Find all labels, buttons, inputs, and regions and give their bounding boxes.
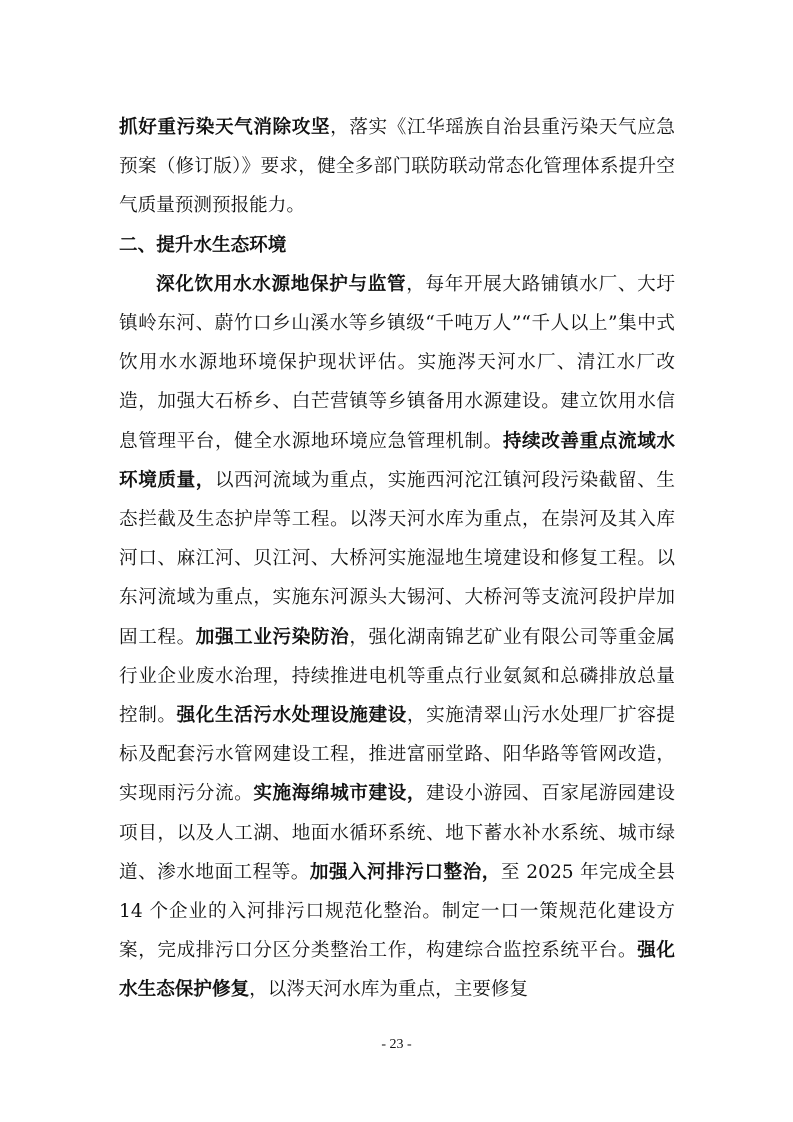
paragraph-text: ，强化湖南锦艺矿业有限公司等重金属行业企业废水治理，持续推进电机等重点行业氨氮和总磷排放总量控制。	[119, 626, 675, 727]
paragraph-text: ，以涔天河水库为重点，主要修复	[249, 979, 529, 1001]
paragraph-water-environment	[119, 265, 675, 1010]
bold-phrase: 强化水生态保护修复	[119, 940, 675, 1001]
bold-phrase: 强化生活污水处理设施建设	[176, 705, 407, 727]
paragraph-text: 至 2025 年完成全县 14 个企业的入河排污口规范化整治。制定一口一策规范化建设方案，完成排污口分区分类整治工作，构建综合监控系统平台。	[119, 861, 675, 962]
section-heading: 二、提升水生态环境	[119, 234, 287, 256]
bold-phrase: 加强工业污染防治	[195, 626, 350, 648]
body-text	[119, 108, 675, 1010]
bold-phrase: 抓好重污染天气消除攻坚	[119, 117, 331, 138]
paragraph-text: 建设小游园、百家尾游园建设项目，以及人工湖、地面水循环系统、地下蓄水补水系统、城市绿道、渗水地面工程等。	[119, 783, 675, 883]
paragraph-text: ，每年开展大路铺镇水厂、大圩镇岭东河、蔚竹口乡山溪水等乡镇级“千吨万人”“千人以上”集中式饮用水水源地环境保护现状评估。实施涔天河水厂、清江水厂改造，加强大石桥乡、白芒营镇等乡镇备用水源建设。建立饮用水信息管理平台，健全水源地环境应急管理机制。	[119, 273, 675, 452]
bold-phrase: 深化饮用水水源地保护与监管	[156, 273, 407, 295]
bold-phrase: 加强入河排污口整治，	[309, 861, 501, 883]
bold-phrase: 实施海绵城市建设，	[253, 783, 427, 805]
paragraph-text: ，落实《江华瑶族自治县重污染天气应急预案（修订版）》要求，健全多部门联防联动常态化管理体系提升空气质量预测预报能力。	[119, 117, 675, 217]
paragraph-text: ，实施清翠山污水处理厂扩容提标及配套污水管网建设工程，推进富丽堂路、阳华路等管网改造，实现雨污分流。	[119, 705, 675, 805]
paragraph-air-quality	[119, 108, 675, 226]
page-number: - 23 -	[381, 1037, 412, 1052]
bold-phrase: 持续改善重点流域水环境质量，	[119, 430, 675, 491]
paragraph-text: 以西河流域为重点，实施西河沱江镇河段污染截留、生态拦截及生态护岸等工程。以涔天河水库为重点，在崇河及其入库河口、麻江河、贝江河、大桥河实施湿地生境建设和修复工程。以东河流域为重点，实施东河源头大锡河、大桥河等支流河段护岸加固工程。	[119, 469, 675, 648]
